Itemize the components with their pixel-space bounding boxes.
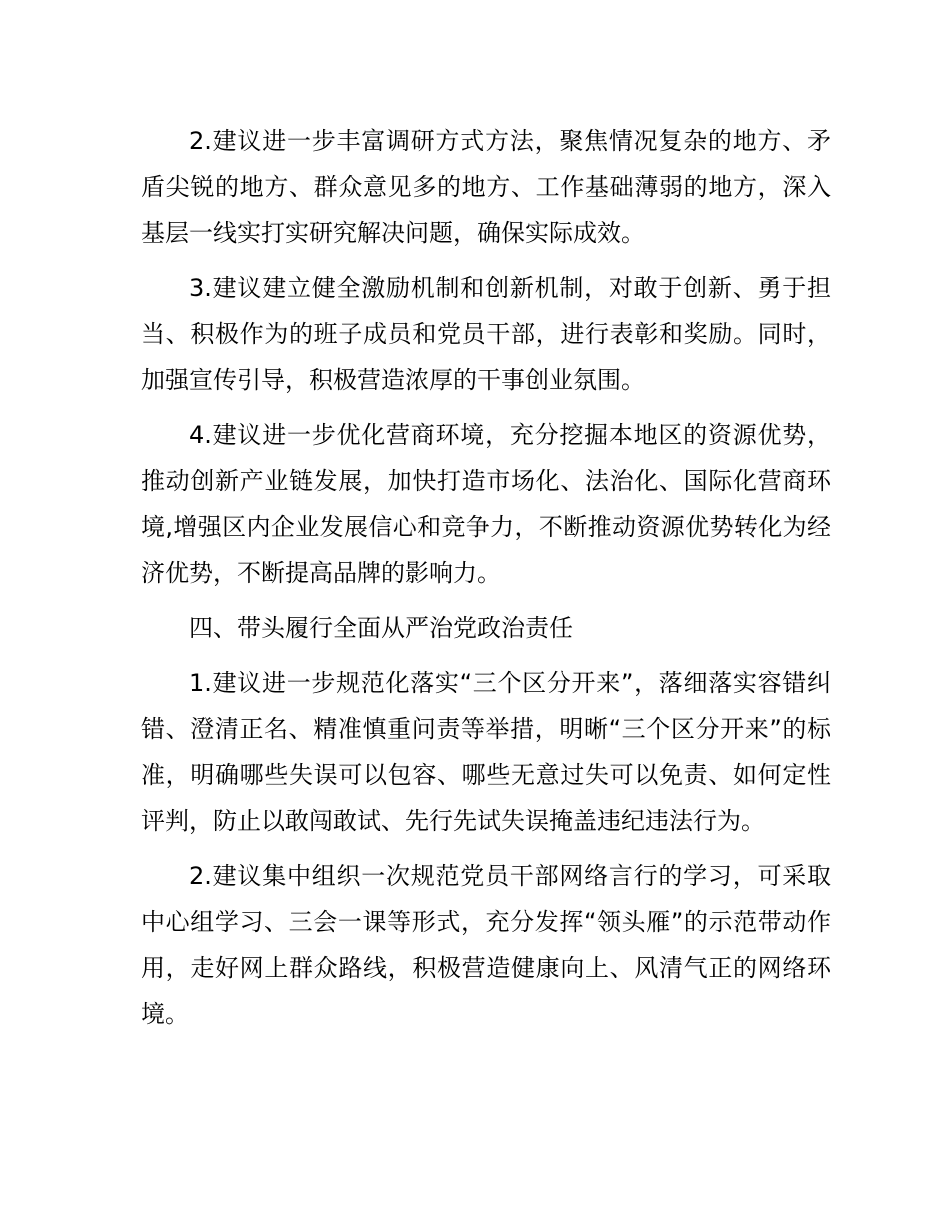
paragraph-item-2: 2.建议进一步丰富调研方式方法，聚焦情况复杂的地方、矛盾尖锐的地方、群众意见多的地方、工作基础薄弱的地方，深入基层一线实打实研究解决问题，确保实际成效。 bbox=[141, 127, 831, 247]
paragraph-item-4: 4.建议进一步优化营商环境，充分挖掘本地区的资源优势，推动创新产业链发展，加快打造市场化、法治化、国际化营商环境,增强区内企业发展信心和竞争力，不断推动资源优势转化为经济优势，不断提高品牌的影响力。 bbox=[141, 421, 831, 587]
section-paragraph-item-2: 2.建议集中组织一次规范党员干部网络言行的学习，可采取中心组学习、三会一课等形式，充分发挥“领头雁”的示范带动作用，走好网上群众路线，积极营造健康向上、风清气正的网络环境。 bbox=[141, 862, 831, 1028]
document-body bbox=[141, 118, 831, 1046]
section-paragraph-item-1: 1.建议进一步规范化落实“三个区分开来”，落细落实容错纠错、澄清正名、精准慎重问责等举措，明晰“三个区分开来”的标准，明确哪些失误可以包容、哪些无意过失可以免责、如何定性评判，防止以敢闯敢试、先行先试失误掩盖违纪违法行为。 bbox=[141, 669, 831, 835]
paragraph-item-3: 3.建议建立健全激励机制和创新机制，对敢于创新、勇于担当、积极作为的班子成员和党员干部，进行表彰和奖励。同时，加强宣传引导，积极营造浓厚的干事创业氛围。 bbox=[141, 274, 831, 394]
section-heading: 四、带头履行全面从严治党政治责任 bbox=[189, 614, 573, 642]
